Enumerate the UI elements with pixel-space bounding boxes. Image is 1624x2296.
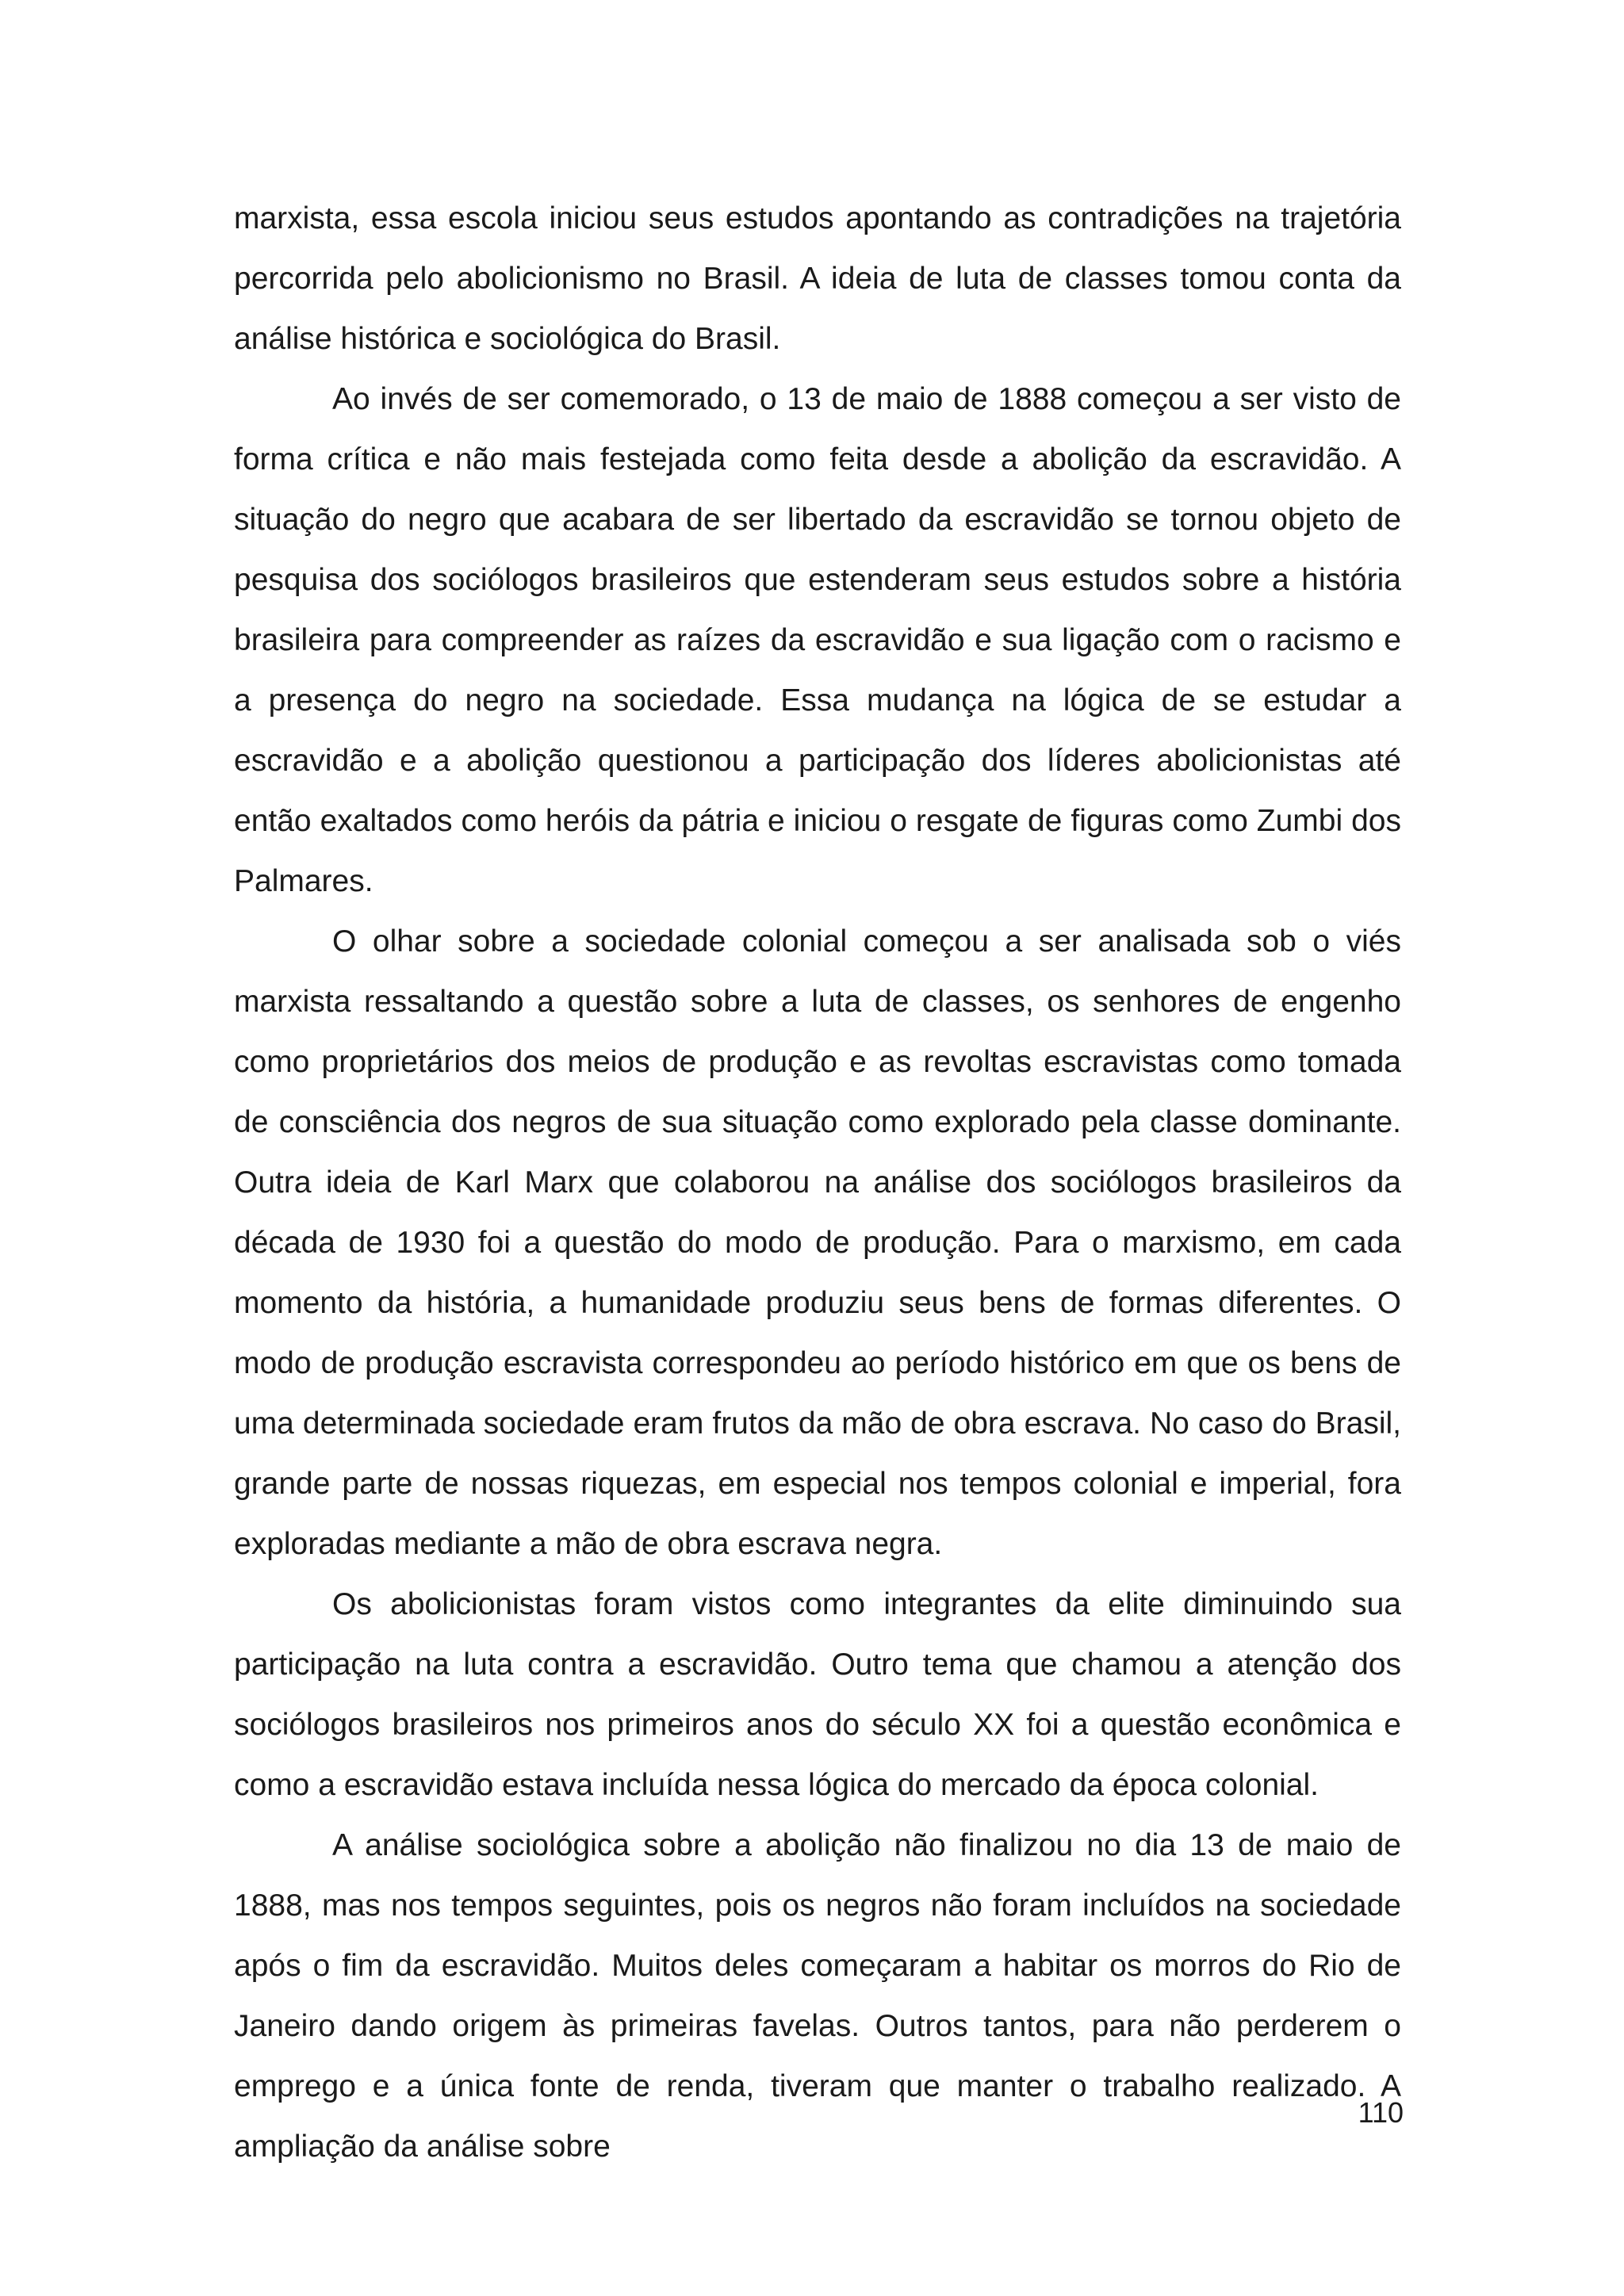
body-text [234, 189, 1401, 2177]
paragraph: Ao invés de ser comemorado, o 13 de maio de 1888 começou a ser visto de forma crítica e não mais festejada como feita desde a abolição da escravidão. A situação do negro que acabara de ser libertado da escravidão se tornou objeto de pesquisa dos sociólogos brasileiros que estenderam seus estudos sobre a história brasileira para compreender as raízes da escravidão e sua ligação com o racismo e a presença do negro na sociedade. Essa mudança na lógica de se estudar a escravidão e a abolição questionou a participação dos líderes abolicionistas até então exaltados como heróis da pátria e iniciou o resgate de figuras como Zumbi dos Palmares. [234, 382, 1401, 898]
page-number: 110 [1358, 2096, 1404, 2129]
paragraph: marxista, essa escola iniciou seus estudos apontando as contradições na trajetória percorrida pelo abolicionismo no Brasil. A ideia de luta de classes tomou conta da análise histórica e sociológica do Brasil. [234, 201, 1401, 356]
paragraph: A análise sociológica sobre a abolição não finalizou no dia 13 de maio de 1888, mas nos tempos seguintes, pois os negros não foram incluídos na sociedade após o fim da escravidão. Muitos deles começaram a habitar os morros do Rio de Janeiro dando origem às primeiras favelas. Outros tantos, para não perderem o emprego e a única fonte de renda, tiveram que manter o trabalho realizado. A ampliação da análise sobre [234, 1828, 1401, 2164]
paragraph: O olhar sobre a sociedade colonial começou a ser analisada sob o viés marxista ressaltando a questão sobre a luta de classes, os senhores de engenho como proprietários dos meios de produção e as revoltas escravistas como tomada de consciência dos negros de sua situação como explorado pela classe dominante. Outra ideia de Karl Marx que colaborou na análise dos sociólogos brasileiros da década de 1930 foi a questão do modo de produção. Para o marxismo, em cada momento da história, a humanidade produziu seus bens de formas diferentes. O modo de produção escravista correspondeu ao período histórico em que os bens de uma determinada sociedade eram frutos da mão de obra escrava. No caso do Brasil, grande parte de nossas riquezas, em especial nos tempos colonial e imperial, fora exploradas mediante a mão de obra escrava negra. [234, 924, 1401, 1561]
paragraph: Os abolicionistas foram vistos como integrantes da elite diminuindo sua participação na luta contra a escravidão. Outro tema que chamou a atenção dos sociólogos brasileiros nos primeiros anos do século XX foi a questão econômica e como a escravidão estava incluída nessa lógica do mercado da época colonial. [234, 1587, 1401, 1802]
